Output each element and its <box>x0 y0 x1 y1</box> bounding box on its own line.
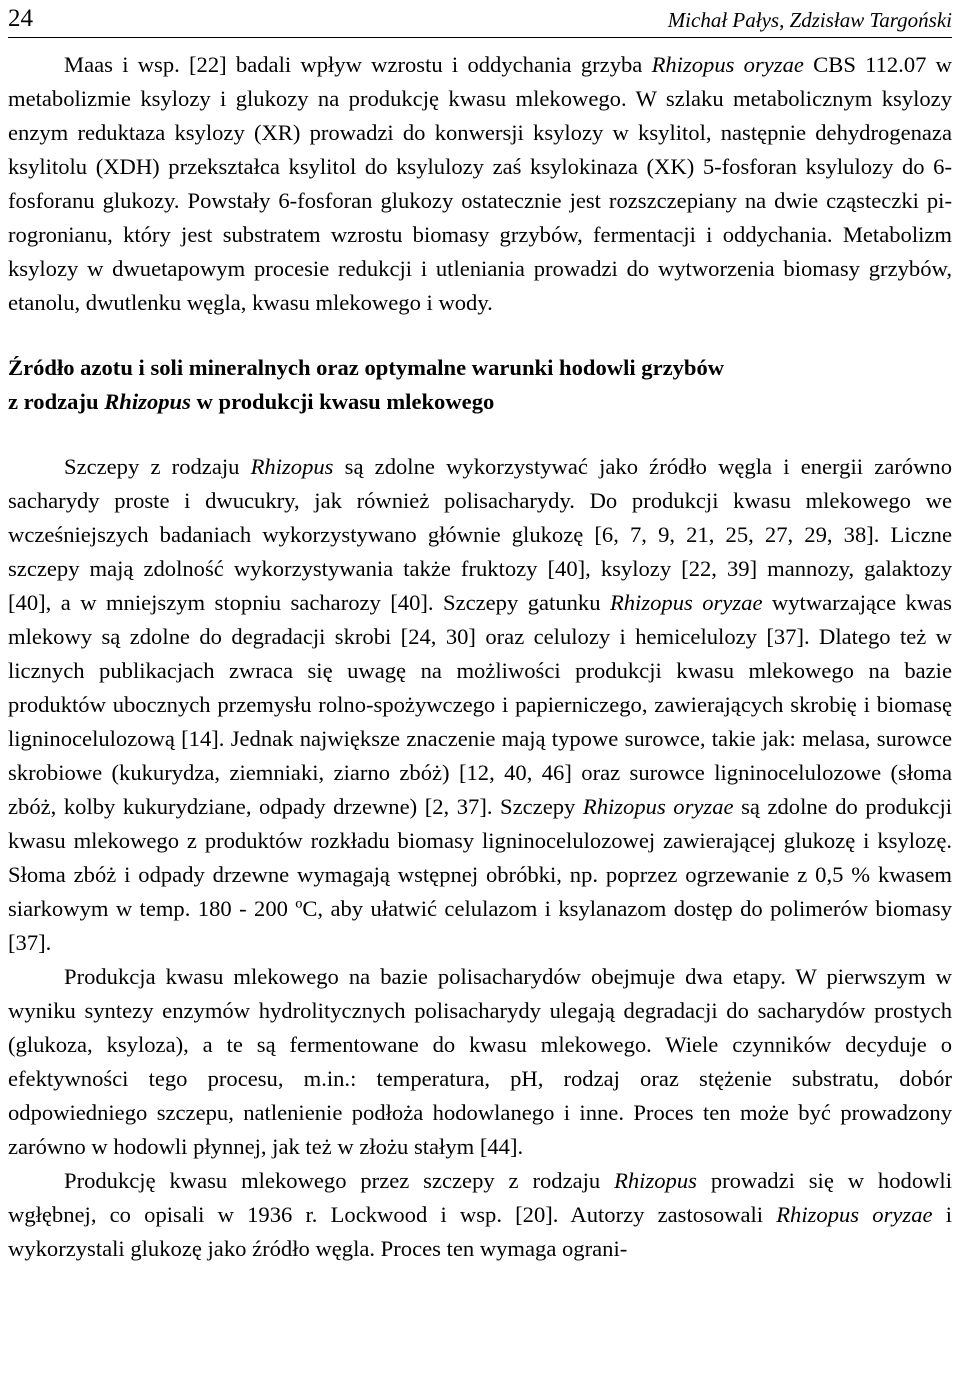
text-run: wytwarzające kwas mlekowy są zdolne do degradacji skrobi [24, 30] oraz celulozy i hemicelulozy [37]. Dlatego też w licznych publikacjach zwraca się uwagę na możliwości produkcji kwasu mlekowego na bazie produktów ubocznych przemysłu rolno-spożywczego i papierniczego, zawierających skrobię i biomasę ligninocelulozową [14]. Jednak największe znaczenie mają typowe surowce, takie jak: melasa, surowce skrobiowe (kukurydza, ziemniaki, ziarno zbóż) [12, 40, 46] oraz surowce ligninocelulozowe (słoma zbóż, kolby kukurydziane, odpady drzewne) [2, 37]. Szczepy <box>8 590 952 819</box>
section-heading-genus: Rhizopus <box>104 389 191 414</box>
text-run: prowadzi się w hodowli wgłębnej, co opisali w 1936 r. Lockwood i wsp. [20]. Autorzy zastosowali <box>8 1168 952 1227</box>
text-run: Szczepy z rodzaju <box>64 454 251 479</box>
section-heading-line-1: Źródło azotu i soli mineralnych oraz optymalne warunki hodowli grzybów <box>8 355 725 380</box>
genus-name-italic: Rhizopus <box>614 1168 697 1193</box>
paragraph-xylose-metabolism <box>8 48 952 320</box>
running-head-authors: Michał Pałys, Zdzisław Targoński <box>667 8 952 32</box>
article-body <box>8 48 952 1266</box>
genus-name-italic: Rhizopus oryzae <box>651 52 804 77</box>
paragraph-submerged-culture <box>8 1164 952 1266</box>
text-run: są zdolne do produkcji kwasu mlekowego z produktów rozkładu biomasy ligninocelulozowej zawierającej glukozę i ksylozę. Słoma zbóż i odpady drzewne wymagają wstępnej obróbki, np. poprzez ogrzewanie z 0,5 % kwasem siarkowym w temp. 180 - 200 ºC, aby ułatwić celulazom i ksylanazom dostęp do polimerów biomasy [37]. <box>8 794 952 955</box>
section-heading-prefix: z rodzaju <box>8 389 105 414</box>
genus-name-italic: Rhizopus oryzae <box>609 590 763 615</box>
text-run: i wykorzystali glukozę jako źródło węgla. Proces ten wymaga ograni- <box>8 1202 952 1261</box>
genus-name-italic: Rhizopus oryzae <box>582 794 734 819</box>
text-run: Produkcję kwasu mlekowego przez szczepy z rodzaju <box>64 1168 615 1193</box>
genus-name-italic: Rhizopus <box>250 454 334 479</box>
genus-name-italic: Rhizopus oryzae <box>776 1202 933 1227</box>
text-run: Produkcja kwasu mlekowego na bazie polisacharydów obejmuje dwa etapy. W pierwszym w wyniku syntezy enzymów hydrolitycznych polisacharydy ulegają degradacji do sacharydów prostych (glukoza, ksyloza), a te są fermentowane do kwasu mlekowego. Wiele czynników decyduje o efektywności tego procesu, m.in.: temperatura, pH, rodzaj oraz stężenie substratu, dobór odpowiedniego szczepu, natlenienie podłoża hodowlanego i inne. Proces ten może być prowadzony zarówno w hodowli płynnej, jak też w złożu stałym [44]. <box>8 964 952 1159</box>
section-heading <box>8 351 952 419</box>
paragraph-polysaccharide-production <box>8 960 952 1164</box>
paragraph-carbon-sources <box>8 450 952 960</box>
text-run: Maas i wsp. [22] badali wpływ wzrostu i oddychania grzyba <box>64 52 652 77</box>
section-heading-suffix: w produkcji kwasu mlekowego <box>190 389 495 414</box>
section-heading-line-2 <box>8 385 952 419</box>
text-run: są zdolne wykorzystywać jako źródło węgla i energii zarówno sacharydy proste i dwucukry, jak również polisacharydy. Do produkcji kwasu mlekowego we wcześniejszych badaniach wykorzystywano głównie glukozę [6, 7, 9, 21, 25, 27, 29, 38]. Liczne szczepy mają zdolność wykorzystywania także fruktozy [40], ksylozy [22, 39] mannozy, galaktozy [40], a w mniejszym stopniu sacharozy [40]. Szczepy gatunku <box>8 454 952 615</box>
text-run: CBS 112.07 w metabolizmie ksylozy i glukozy na produkcję kwasu mlekowego. W szlaku metabolicznym ksylozy enzym reduktaza ksylozy (XR) prowadzi do konwersji ksylozy w ksylitol, następnie dehydrogenaza ksylitolu (XDH) przekształca ksylitol do ksylulozy zaś ksylokinaza (XK) 5-fosforan ksylulozy do 6-fosforanu glukozy. Powstały 6-fosforan glukozy ostatecznie jest rozszczepiany na dwie cząsteczki pirogronianu, który jest substratem wzrostu biomasy grzybów, fermentacji i oddychania. Metabolizm ksylozy w dwuetapowym procesie redukcji i utleniania prowadzi do wytworzenia biomasy grzybów, etanolu, dwutlenku węgla, kwasu mlekowego i wody. <box>8 52 952 315</box>
page-header <box>8 4 952 38</box>
page-number: 24 <box>8 5 33 32</box>
